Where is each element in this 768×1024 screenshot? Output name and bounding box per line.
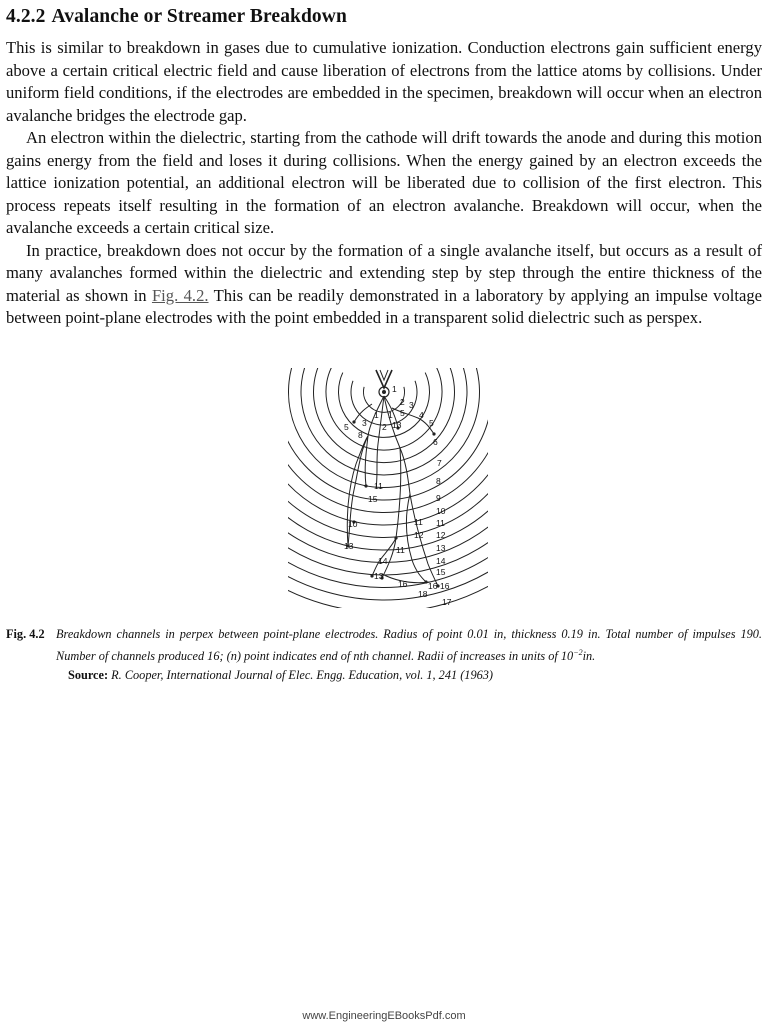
ring-label: 16	[440, 581, 450, 591]
channel-label: 1	[388, 410, 393, 420]
section-title: Avalanche or Streamer Breakdown	[51, 6, 347, 27]
channel-end-marker	[352, 420, 355, 423]
source-label: Source:	[68, 668, 109, 683]
channel-label: 11	[374, 481, 383, 491]
caption-text	[56, 625, 762, 665]
ring-label: 12	[436, 530, 446, 540]
channel-label: 11	[414, 517, 423, 527]
channel-label: 3	[362, 418, 367, 428]
caption-text-part-2: in.	[582, 648, 596, 663]
channel-label: 5	[400, 408, 405, 418]
channel-end-marker	[394, 536, 397, 539]
ring-label: 3	[409, 400, 414, 410]
caption-row	[6, 625, 762, 665]
channel-label: 15	[368, 494, 378, 504]
ring-label: 5	[429, 418, 434, 428]
field-ring	[314, 368, 455, 463]
field-ring	[288, 368, 488, 500]
channel-path	[347, 436, 368, 546]
ring-label: 4	[419, 410, 424, 420]
field-ring	[288, 368, 488, 525]
field-ring	[288, 368, 488, 562]
paragraph-3-before-link: In practice, breakdown does not occur by the formation of a single avalanche itself, but occurs as a result of many avalanches formed within the dielectric and extending step by step through the entire thickness of the material as shown in	[6, 240, 762, 305]
caption-text-part-1: Breakdown channels in perpex between point-plane electrodes. Radius of point 0.01 in, thickness 0.19 in. Total number of impulses 190. Number of channels produced 16; (n) point indicates end of nth channel. Radii of increases in units of 10	[56, 627, 762, 663]
ring-label: 8	[436, 476, 441, 486]
caption-exponent: −2	[573, 647, 583, 657]
channel-label: 1	[374, 410, 379, 420]
channel-label: 8	[358, 430, 363, 440]
field-ring	[288, 368, 488, 608]
figure-caption	[6, 625, 762, 685]
channel-label: 12	[414, 530, 424, 540]
channel-label: 13	[344, 541, 354, 551]
channel-label: 11	[396, 545, 405, 555]
body-text	[6, 37, 762, 330]
footer-url: www.EngineeringEBooksPdf.com	[302, 1010, 466, 1022]
paragraph-3-after-link: This can be readily demonstrated in a laboratory by applying an impulse voltage between point-plane electrodes with the point embedded in a transparent solid dielectric such as perspex.	[6, 285, 762, 327]
ring-label: 9	[436, 493, 441, 503]
channel-label: 13	[392, 420, 402, 430]
channel-label: 16	[428, 581, 438, 591]
channel-label: 13	[374, 571, 384, 581]
channel-label: 14	[378, 556, 388, 566]
figure-link[interactable]: Fig. 4.2.	[151, 285, 209, 305]
point-electrode-inner	[380, 370, 388, 380]
source-text: R. Cooper, International Journal of Elec. Engg. Education, vol. 1, 241 (1963)	[111, 668, 493, 683]
section-number: 4.2.2	[6, 6, 46, 27]
field-ring	[288, 368, 488, 575]
figure-breakdown-channels	[288, 368, 488, 608]
channel-end-marker	[432, 432, 435, 435]
ring-label: 7	[437, 458, 442, 468]
ring-label: 13	[436, 543, 446, 553]
ring-label: 10	[436, 506, 446, 516]
paragraph-3	[6, 240, 762, 330]
ring-label: 1	[392, 384, 397, 394]
ring-label: 15	[436, 567, 446, 577]
ring-label: 2	[400, 397, 405, 407]
channel-label: 18	[418, 589, 428, 599]
ring-label: 17	[442, 597, 452, 607]
ring-label: 14	[436, 556, 446, 566]
channel-label: 5	[344, 422, 349, 432]
channel-label: 16	[398, 579, 408, 589]
paragraph-2: An electron within the dielectric, starting from the cathode will drift towards the anode and during this motion gains energy from the field and loses it during collisions. When the energy gained by an electron exceeds the lattice ionization potential, an additional electron will be liberated due to collision of the first electron. This process repeats itself resulting in the formation of an electron avalanche. Breakdown will occur, when the avalanche exceeds a certain critical size.	[6, 128, 762, 237]
point-tip-center	[382, 390, 386, 394]
channel-end-marker	[364, 484, 367, 487]
section-heading	[6, 6, 347, 28]
ring-label: 11	[436, 518, 445, 528]
channel-path	[348, 436, 368, 546]
caption-source	[68, 666, 762, 685]
caption-label: Fig. 4.2	[6, 627, 45, 641]
breakdown-channels-drawing	[288, 368, 488, 608]
channel-label: 10	[348, 519, 358, 529]
ring-label: 6	[433, 437, 438, 447]
paragraph-1: This is similar to breakdown in gases due to cumulative ionization. Conduction electrons gain sufficient energy above a certain critical electric field and cause liberation of electrons from the lattice atoms by collisions. Under uniform field conditions, if the electrodes are embedded in the specimen, breakdown will occur when an electron avalanche bridges the electrode gap.	[6, 38, 762, 125]
channel-label: 2	[382, 422, 387, 432]
